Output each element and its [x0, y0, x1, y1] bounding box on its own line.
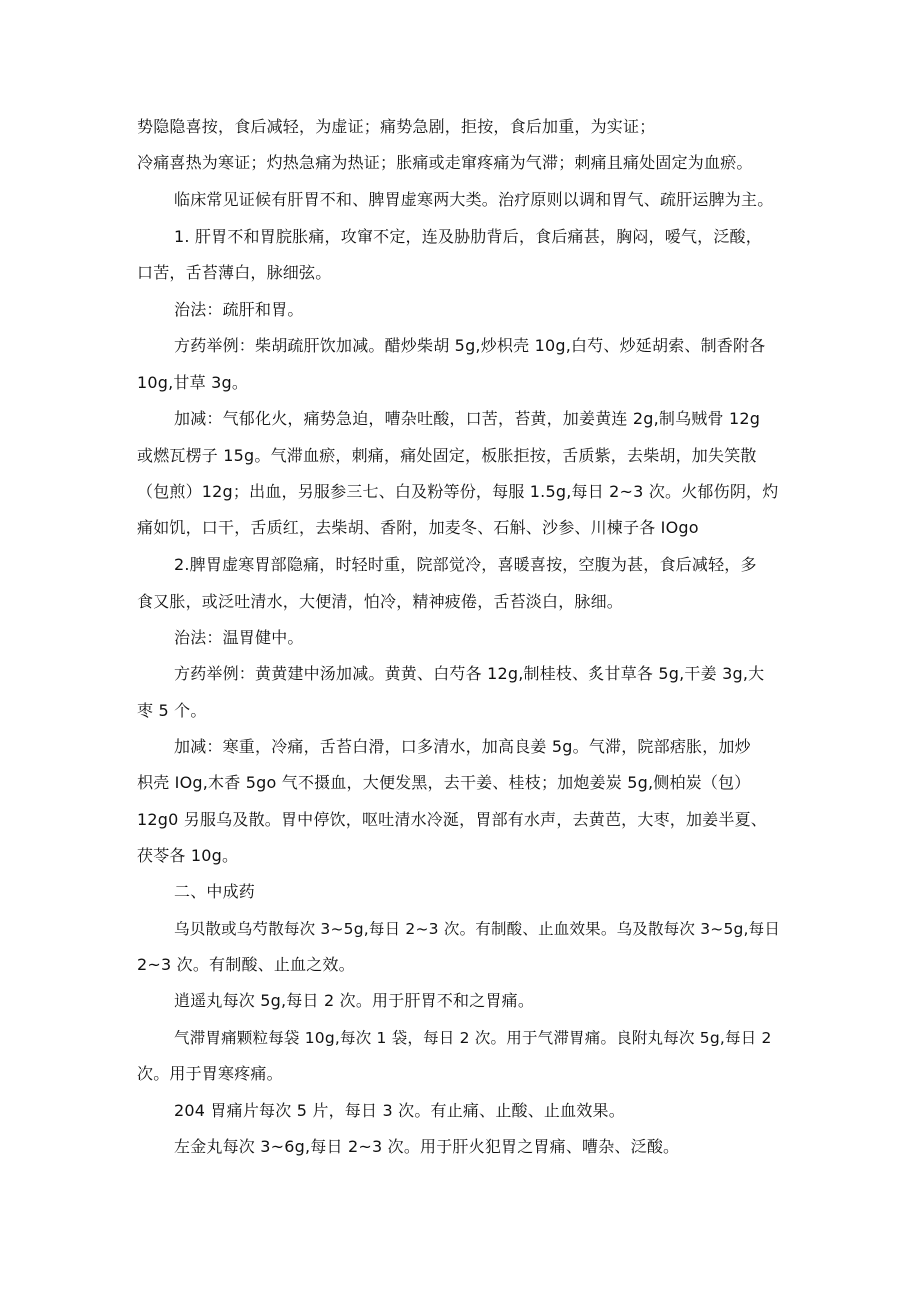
text-line: 或燃瓦楞子 15g。气滞血瘀，刺痛，痛处固定，板胀拒按，舌质紫，去柴胡，加失笑散: [137, 446, 757, 465]
text-line: 乌贝散或乌芍散每次 3~5g,每日 2~3 次。有制酸、止血效果。乌及散每次 3~5g,每日: [174, 920, 781, 938]
text-line: 加减：寒重，冷痛，舌苔白滑，口多清水，加高良姜 5g。气滞，院部痞胀，加炒: [174, 737, 751, 756]
text-line: 2~3 次。有制酸、止血之效。: [137, 955, 355, 974]
text-line: 2.脾胃虚寒胃部隐痛，时轻时重，院部觉冷，喜暖喜按，空腹为甚，食后减轻，多: [174, 555, 757, 574]
text-line: 方药举例：柴胡疏肝饮加减。醋炒柴胡 5g,炒枳壳 10g,白芍、炒延胡索、制香附各: [174, 336, 766, 355]
text-line: 左金丸每次 3~6g,每日 2~3 次。用于肝火犯胃之胃痛、嘈杂、泛酸。: [174, 1137, 680, 1156]
text-line: 临床常见证候有肝胃不和、脾胃虚寒两大类。治疗原则以调和胃气、疏肝运脾为主。: [174, 190, 774, 209]
text-line: 次。用于胃寒疼痛。: [137, 1064, 283, 1083]
text-line: 逍遥丸每次 5g,每日 2 次。用于肝胃不和之胃痛。: [174, 991, 535, 1010]
text-line: 枳壳 IOg,木香 5go 气不摄血，大便发黑，去干姜、桂枝；加炮姜炭 5g,侧柏炭（包）: [137, 773, 751, 792]
text-line: 气滞胃痛颗粒每袋 10g,每次 1 袋，每日 2 次。用于气滞胃痛。良附丸每次 5g,每日 2: [174, 1029, 772, 1047]
text-line: 口苦，舌苔薄白，脉细弦。: [137, 263, 332, 282]
text-line: （包煎）12g；出血，另服参三七、白及粉等份，每服 1.5g,每日 2~3 次。火郁伤阴，灼: [137, 482, 779, 501]
text-line: 治法：温胃健中。: [174, 628, 304, 647]
text-line: 食又胀，或泛吐清水，大便清，怕冷，精神疲倦，舌苔淡白，脉细。: [137, 592, 624, 611]
text-line: 冷痛喜热为寒证；灼热急痛为热证；胀痛或走窜疼痛为气滞；刺痛且痛处固定为血瘀。: [137, 153, 753, 172]
text-line: 方药举例：黄黄建中汤加减。黄黄、白芍各 12g,制桂枝、炙甘草各 5g,干姜 3g,大: [174, 664, 765, 683]
text-line: 加减：气郁化火，痛势急迫，嘈杂吐酸，口苦，苔黄，加姜黄连 2g,制乌贼骨 12g: [174, 409, 761, 428]
text-line: 204 胃痛片每次 5 片，每日 3 次。有止痛、止酸、止血效果。: [174, 1101, 625, 1120]
text-line: 10g,甘草 3g。: [137, 373, 249, 392]
text-line: 茯苓各 10g。: [137, 846, 239, 865]
text-line: 12g0 另服乌及散。胃中停饮，呕吐清水冷涎，胃部有水声，去黄芭，大枣，加姜半夏、: [137, 810, 767, 829]
text-line: 枣 5 个。: [137, 701, 207, 720]
text-line: 1. 肝胃不和胃脘胀痛，攻窜不定，连及胁肋背后，食后痛甚，胸闷，嗳气，泛酸，: [174, 227, 762, 246]
text-line: 势隐隐喜按，食后减轻，为虚证；痛势急剧，拒按，食后加重，为实证；: [137, 117, 656, 136]
text-line: 治法：疏肝和胃。: [174, 300, 304, 319]
section-heading: 二、中成药: [174, 882, 256, 901]
text-line: 痛如饥，口干，舌质红，去柴胡、香附，加麦冬、石斛、沙参、川楝子各 IOgo: [137, 518, 699, 537]
